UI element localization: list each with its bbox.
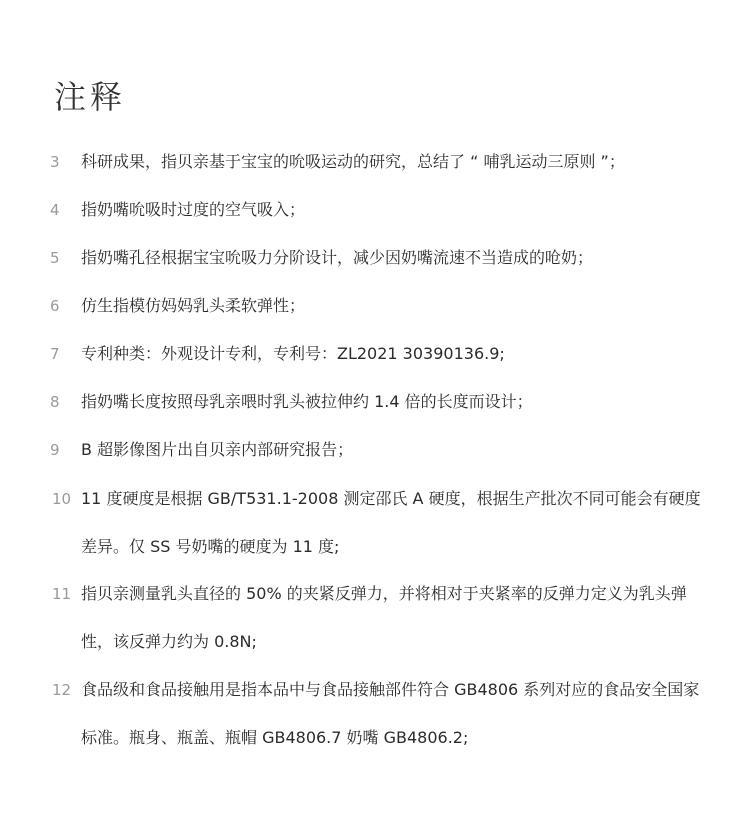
note-number: 12 <box>52 681 72 699</box>
note-text: 专利种类：外观设计专利，专利号：ZL2021 30390136.9; <box>81 344 505 363</box>
note-text: 仿生指模仿妈妈乳头柔软弹性； <box>81 296 306 315</box>
note-number: 4 <box>50 201 60 219</box>
note-text: 食品级和食品接触用是指本品中与食品接触部件符合 GB4806 系列对应的食品安全国家标准。瓶身、瓶盖、瓶帽 GB4806.7 奶嘴 GB4806.2; <box>81 680 700 747</box>
note-text: 指贝亲测量乳头直径的 50% 的夹紧反弹力，并将相对于夹紧率的反弹力定义为乳头弹性，该反弹力约为 0.8N; <box>81 584 687 651</box>
note-text: 11 度硬度是根据 GB/T531.1-2008 测定邵氏 A 硬度，根据生产批次不同可能会有硬度差异。仅 SS 号奶嘴的硬度为 11 度; <box>81 489 701 556</box>
page-title: 注释 <box>54 78 127 116</box>
note-number: 6 <box>50 297 60 315</box>
note-number: 5 <box>50 249 60 267</box>
note-text: 指奶嘴长度按照母乳亲喂时乳头被拉伸约 1.4 倍的长度而设计； <box>81 392 533 411</box>
note-text: 科研成果，指贝亲基于宝宝的吮吸运动的研究，总结了 “ 哺乳运动三原则 ”； <box>81 152 625 171</box>
note-number: 3 <box>50 153 60 171</box>
note-number: 8 <box>50 393 60 411</box>
note-number: 10 <box>52 490 72 508</box>
note-text: B 超影像图片出自贝亲内部研究报告； <box>81 440 354 459</box>
note-text: 指奶嘴吮吸时过度的空气吸入； <box>81 200 306 219</box>
note-number: 11 <box>52 585 72 603</box>
note-text: 指奶嘴孔径根据宝宝吮吸力分阶设计，减少因奶嘴流速不当造成的呛奶； <box>81 248 594 267</box>
note-number: 9 <box>50 441 60 459</box>
note-number: 7 <box>50 345 60 363</box>
